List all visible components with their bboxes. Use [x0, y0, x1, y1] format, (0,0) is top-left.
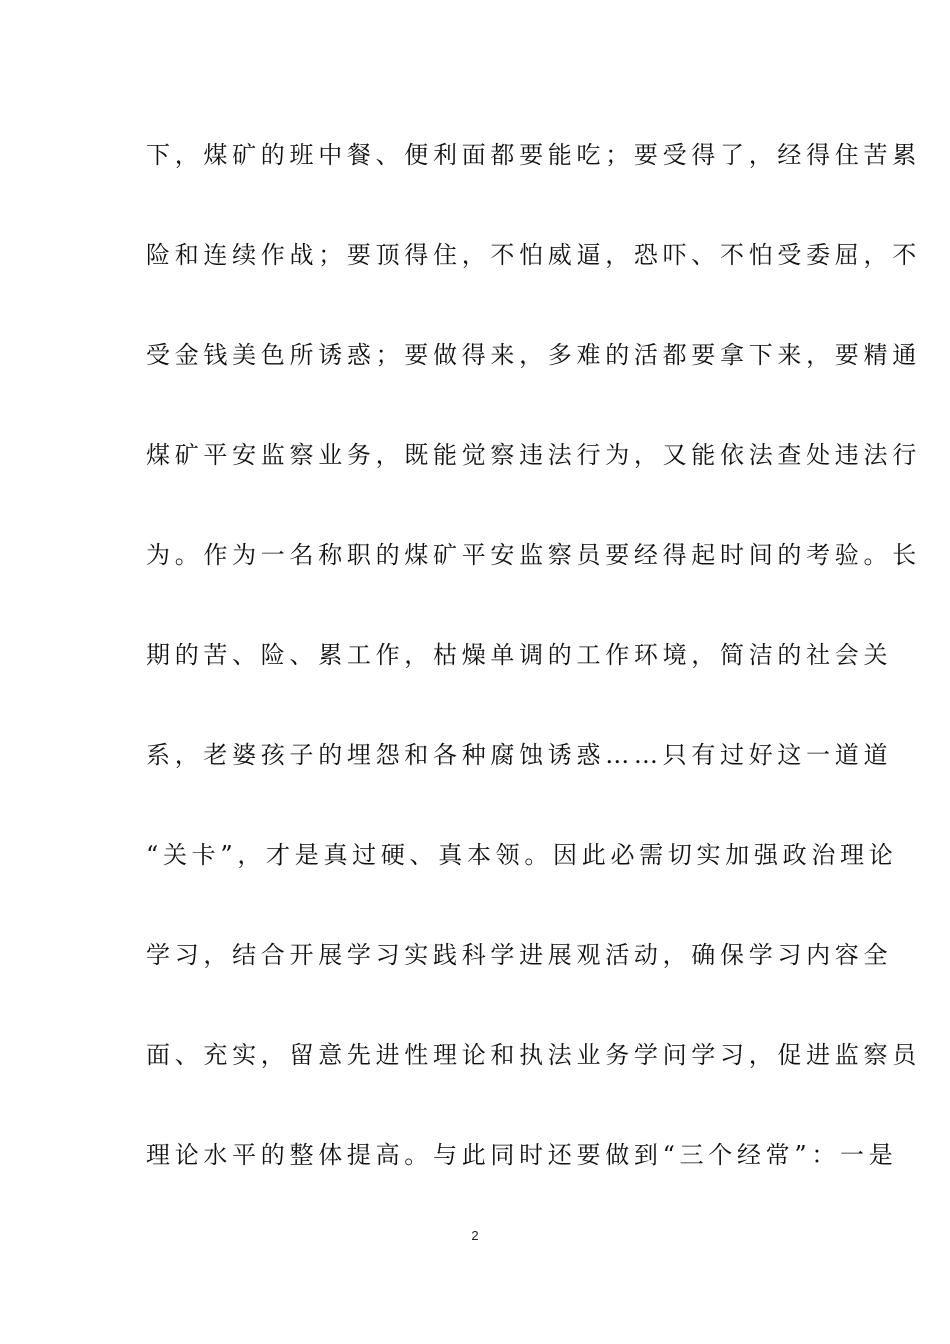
- body-paragraph: [146, 130, 921, 1230]
- text-line: 下，煤矿的班中餐、便利面都要能吃；要受得了，经得住苦累: [146, 141, 921, 169]
- text-line: 学习，结合开展学习实践科学进展观活动，确保学习内容全: [146, 941, 893, 969]
- text-line: 为。作为一名称职的煤矿平安监察员要经得起时间的考验。长: [146, 541, 921, 569]
- text-line: 险和连续作战；要顶得住，不怕威逼，恐吓、不怕受委屈，不: [146, 241, 921, 269]
- text-line: 期的苦、险、累工作，枯燥单调的工作环境，简洁的社会关: [146, 641, 893, 669]
- text-line: 煤矿平安监察业务，既能觉察违法行为，又能依法查处违法行: [146, 441, 921, 469]
- text-line: 理论水平的整体提高。与此同时还要做到“三个经常”：一是: [146, 1141, 898, 1169]
- text-line: 系，老婆孩子的埋怨和各种腐蚀诱惑……只有过好这一道道: [146, 741, 893, 769]
- text-line: 面、充实，留意先进性理论和执法业务学问学习，促进监察员: [146, 1041, 921, 1069]
- text-line: 受金钱美色所诱惑；要做得来，多难的活都要拿下来，要精通: [146, 341, 921, 369]
- page-number: 2: [471, 1228, 479, 1243]
- text-line: “关卡”，才是真过硬、真本领。因此必需切实加强政治理论: [146, 841, 898, 869]
